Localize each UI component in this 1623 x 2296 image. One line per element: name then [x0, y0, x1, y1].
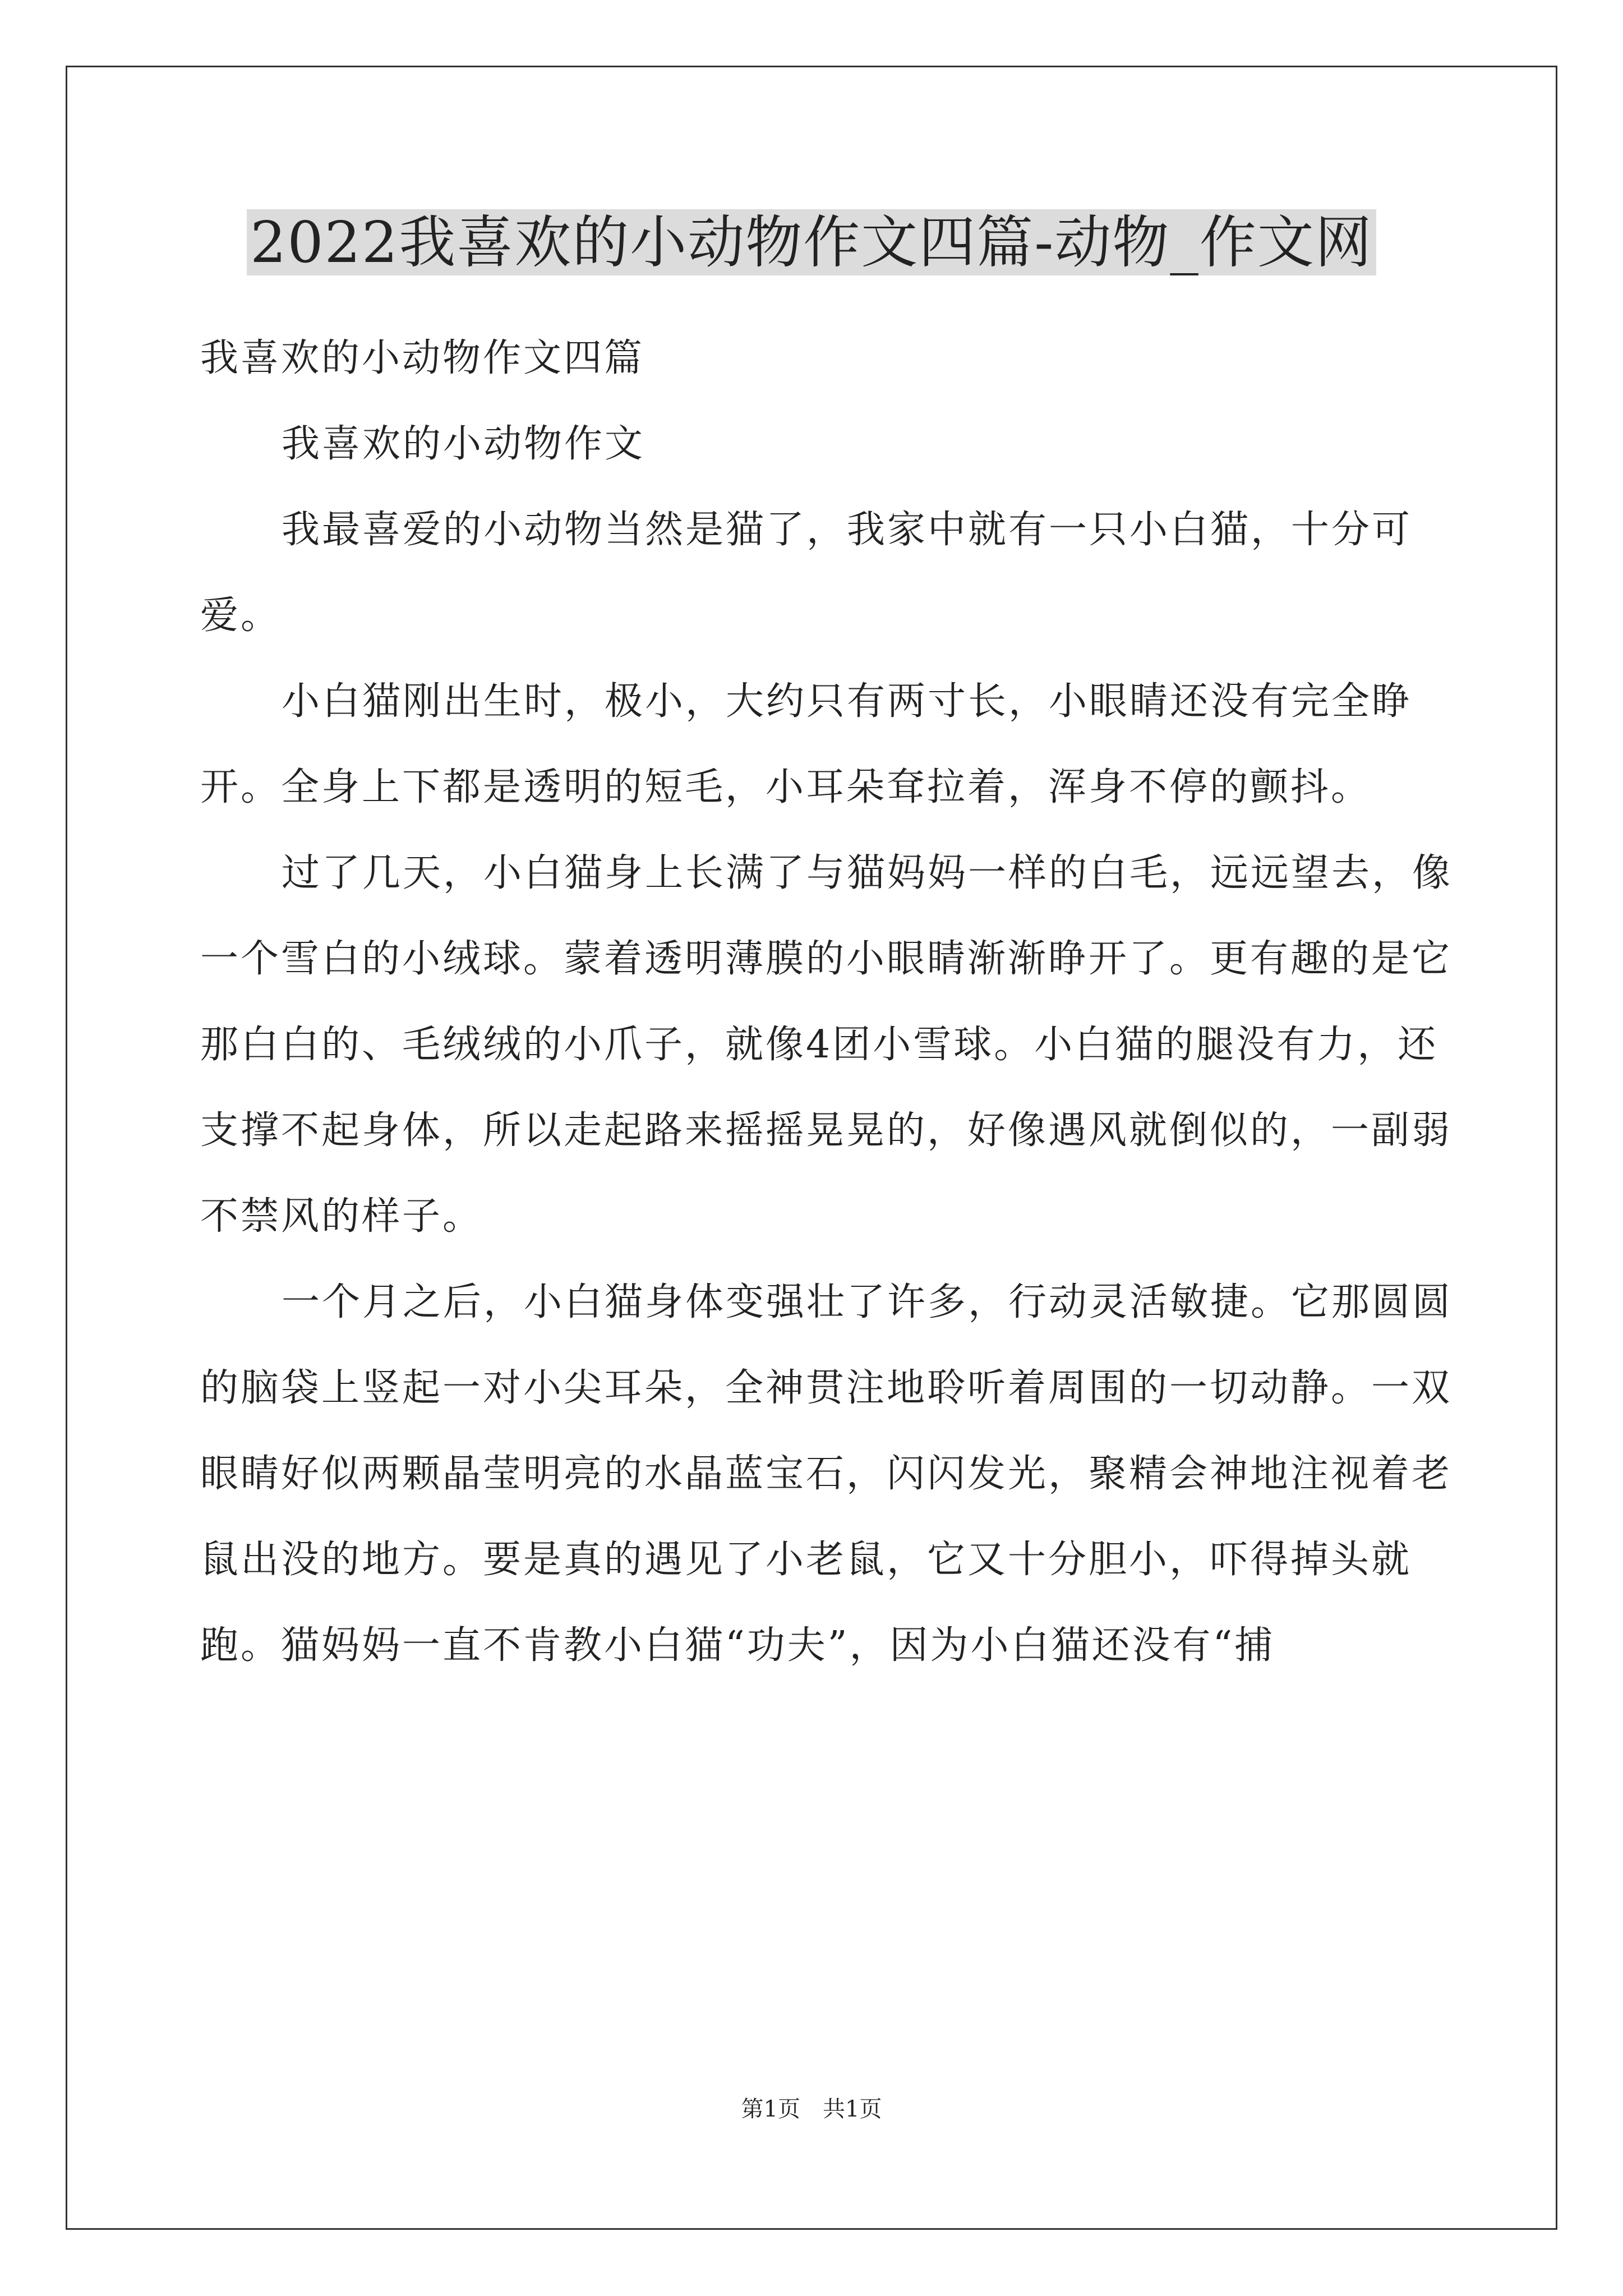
body-paragraph-subtitle: 我喜欢的小动物作文四篇: [200, 336, 645, 380]
body-paragraph-heading: 我喜欢的小动物作文: [282, 422, 645, 466]
document-title-text: 2022我喜欢的小动物作文四篇-动物_作文网: [247, 209, 1376, 275]
body-paragraph: 小白猫刚出生时，极小，大约只有两寸长，小眼睛还没有完全睁开。全身上下都是透明的短毛，小耳朵耷拉着，浑身不停的颤抖。: [200, 679, 1413, 809]
body-paragraph: 我最喜爱的小动物当然是猫了，我家中就有一只小白猫，十分可爱。: [200, 508, 1413, 638]
page-footer: [0, 2092, 1623, 2126]
page-number-label: 第1页 共1页: [741, 2096, 882, 2122]
document-title: [0, 197, 1623, 287]
body-paragraph: 一个月之后，小白猫身体变强壮了许多，行动灵活敏捷。它那圆圆的脑袋上竖起一对小尖耳朵，全神贯注地聆听着周围的一切动静。一双眼睛好似两颗晶莹明亮的水晶蓝宝石，闪闪发光，聚精会神地注视着老鼠出没的地方。要是真的遇见了小老鼠，它又十分胆小，吓得掉头就跑。猫妈妈一直不肯教小白猫“功夫”，因为小白猫还没有“捕: [200, 1280, 1453, 1668]
document-body: [200, 315, 1462, 1688]
body-paragraph: 过了几天，小白猫身上长满了与猫妈妈一样的白毛，远远望去，像一个雪白的小绒球。蒙着透明薄膜的小眼睛渐渐睁开了。更有趣的是它那白白的、毛绒绒的小爪子，就像4团小雪球。小白猫的腿没有力，还支撑不起身体，所以走起路来摇摇晃晃的，好像遇风就倒似的，一副弱不禁风的样子。: [200, 851, 1453, 1239]
